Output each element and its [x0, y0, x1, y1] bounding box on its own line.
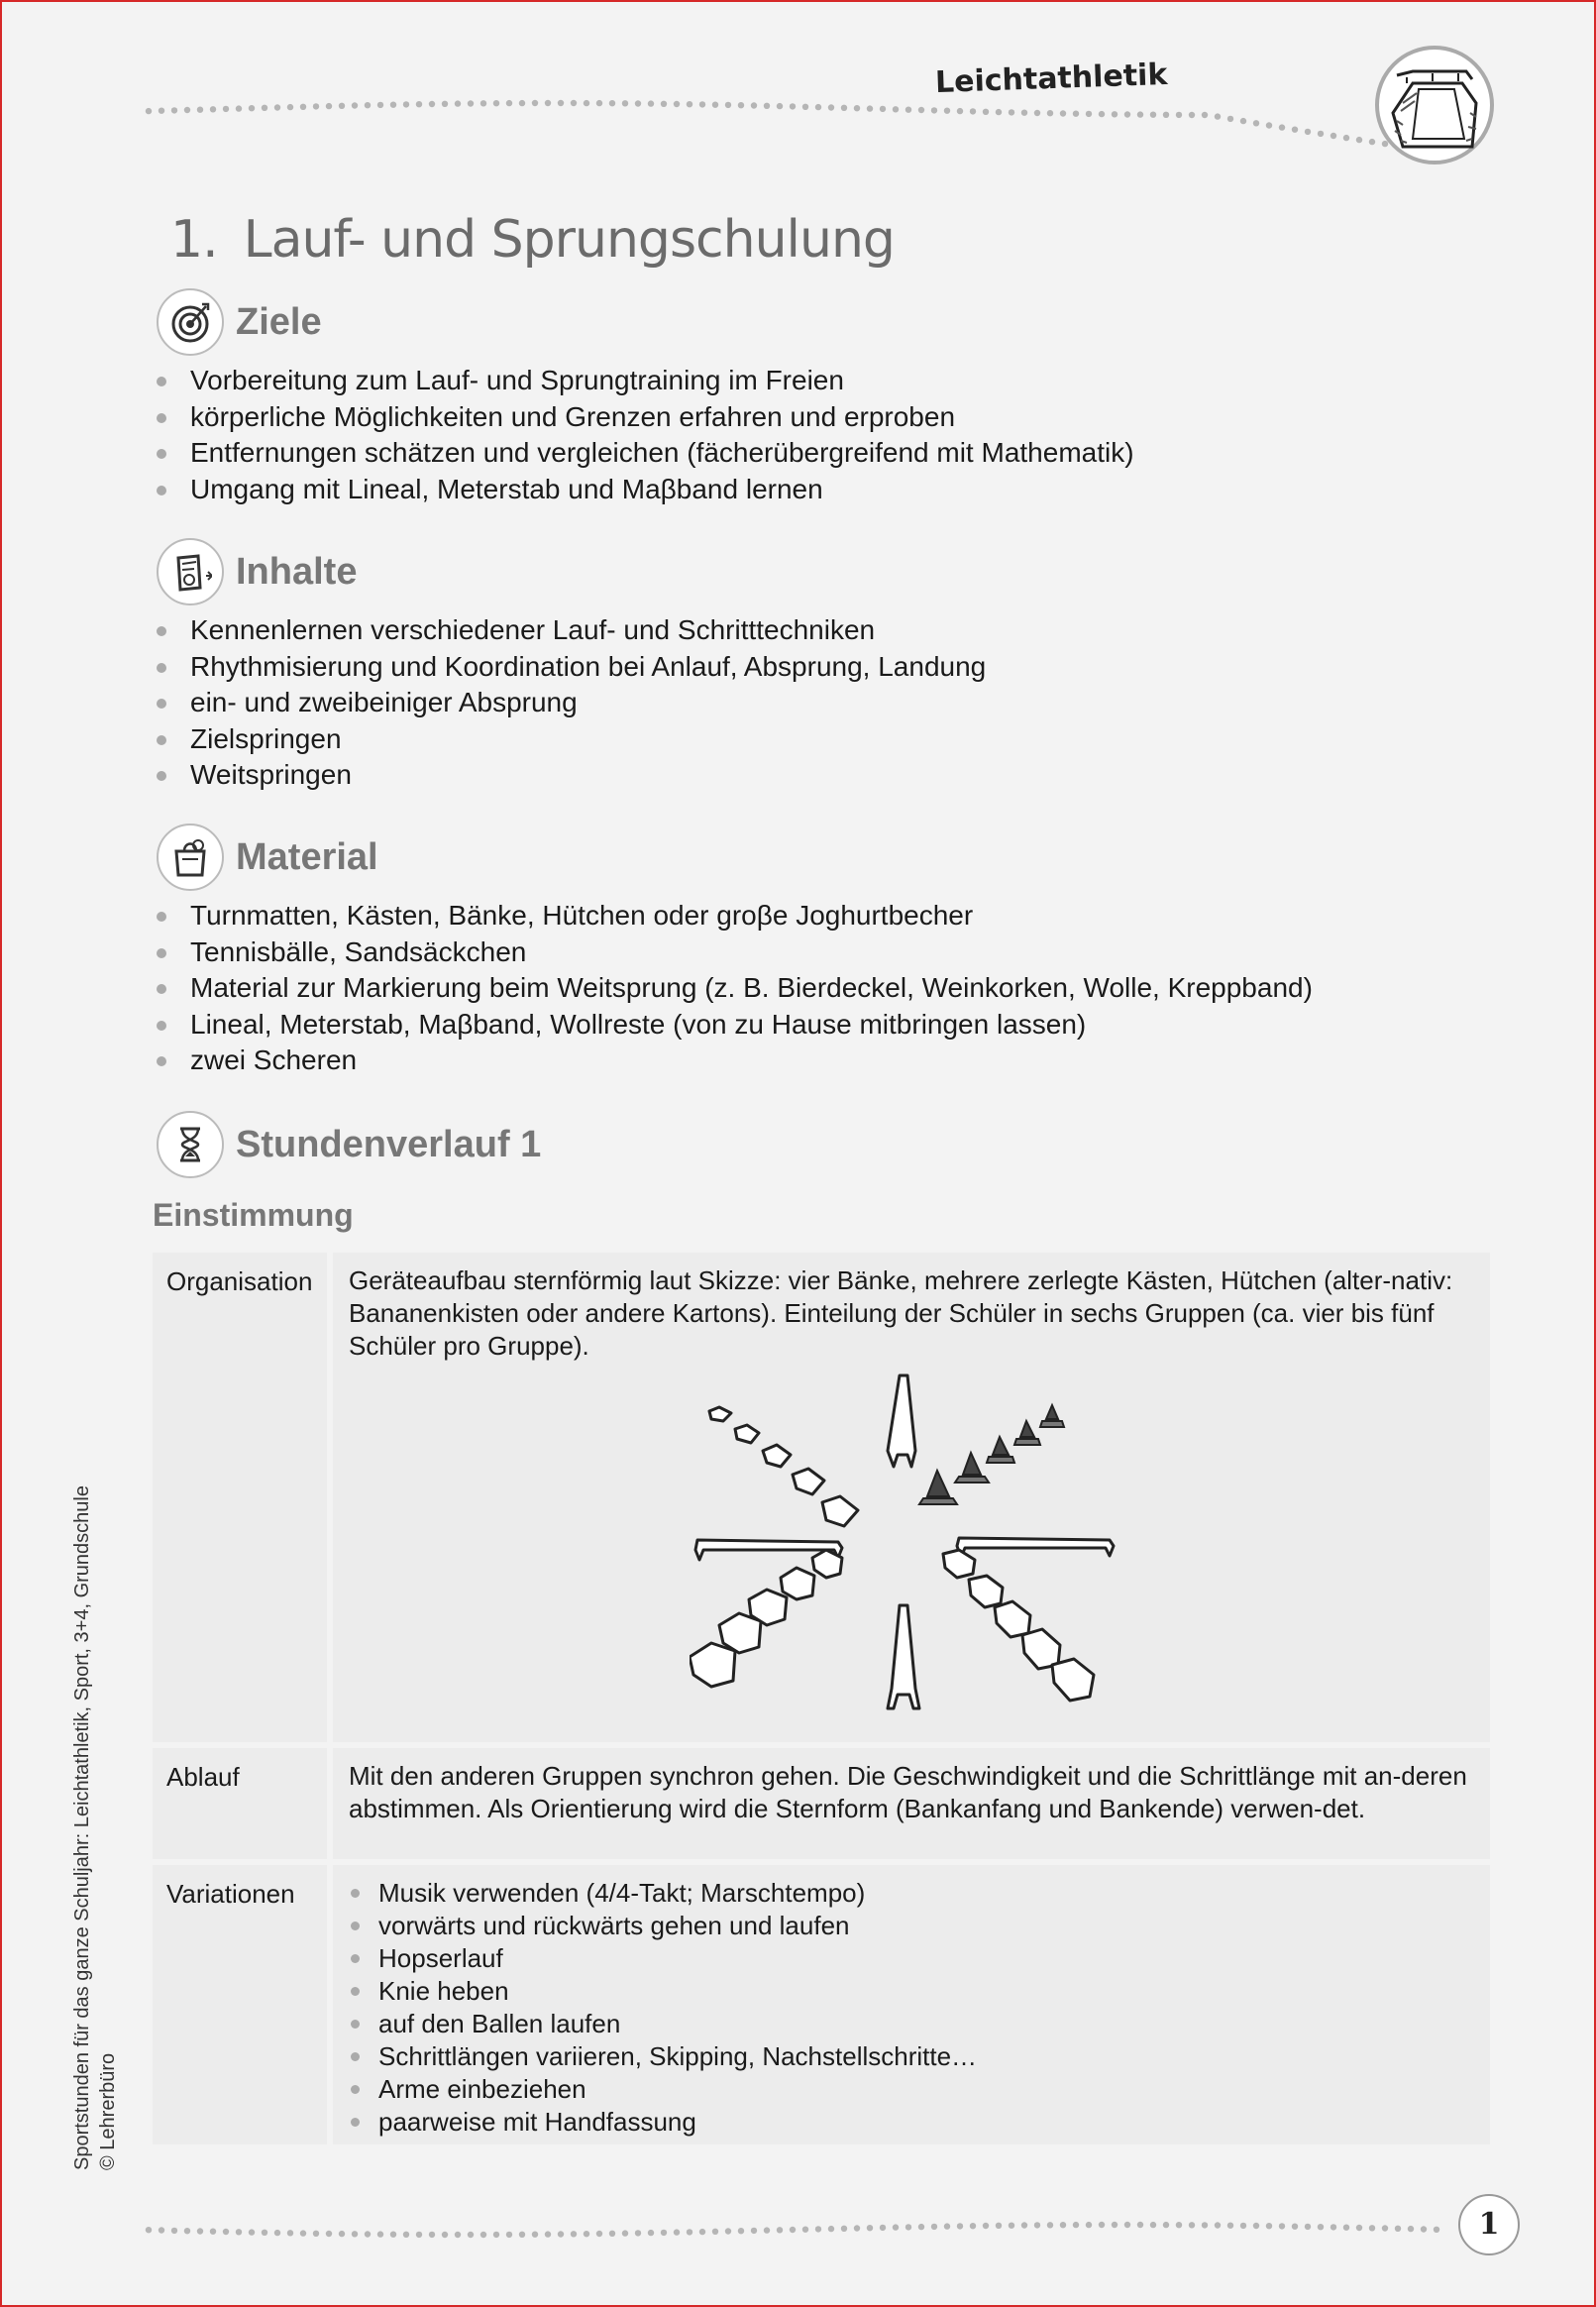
- list-item: Tennisbälle, Sandsäckchen: [157, 934, 1313, 971]
- row-content: [333, 1253, 1490, 1742]
- list-item: vorwärts und rückwärts gehen und laufen: [349, 1910, 1470, 1942]
- chapter-title-text: Lauf- und Sprungschulung: [243, 210, 895, 270]
- organisation-text: Geräteaufbau sternförmig laut Skizze: vier Bänke, mehrere zerlegte Kästen, Hütchen (alter-nativ: Bananenkisten oder andere Kartons). Einteilung der Schüler in sechs Gruppen (ca. vier bis fünf Schüler pro Gruppe).: [349, 1265, 1453, 1361]
- list-item: Musik verwenden (4/4-Takt; Marschtempo): [349, 1877, 1470, 1910]
- table-row: [153, 1865, 1490, 2144]
- row-content: [333, 1865, 1490, 2144]
- list-item: Hopserlauf: [349, 1942, 1470, 1975]
- star-setup-sketch: [690, 1372, 1125, 1736]
- list-item: Rhythmisierung und Koordination bei Anlauf, Absprung, Landung: [157, 649, 986, 686]
- list-item: auf den Ballen laufen: [349, 2008, 1470, 2040]
- list-item: Material zur Markierung beim Weitsprung (z. B. Bierdeckel, Weinkorken, Wolle, Kreppband): [157, 970, 1313, 1007]
- copyright-line: © Lehrerbüro: [97, 2052, 119, 2170]
- page-number: 1: [1458, 2194, 1520, 2255]
- list-item: Umgang mit Lineal, Meterstab und Maβband lernen: [157, 472, 1134, 508]
- list-item: Entfernungen schätzen und vergleichen (fächerübergreifend mit Mathematik): [157, 435, 1134, 472]
- dotted-header-line: [139, 79, 1407, 159]
- inhalte-list: [157, 612, 986, 794]
- ziele-list: [157, 363, 1134, 507]
- list-item: Arme einbeziehen: [349, 2073, 1470, 2106]
- running-title: Leichtathletik: [934, 56, 1168, 101]
- list-item: Lineal, Meterstab, Maβband, Wollreste (von zu Hause mitbringen lassen): [157, 1007, 1313, 1044]
- row-label: Ablauf: [153, 1748, 327, 1859]
- list-item: Schrittlängen variieren, Skipping, Nachstellschritte…: [349, 2040, 1470, 2073]
- list-item: Knie heben: [349, 1975, 1470, 2008]
- hourglass-icon: [157, 1111, 224, 1178]
- material-list: [157, 898, 1313, 1079]
- list-item: Weitspringen: [157, 757, 986, 794]
- section-title: Inhalte: [236, 550, 358, 593]
- table-row: [153, 1748, 1490, 1859]
- section-title: Material: [236, 835, 378, 878]
- row-label: Organisation: [153, 1253, 327, 1742]
- table-row: [153, 1253, 1490, 1742]
- book-icon: [157, 538, 224, 605]
- section-title: Ziele: [236, 300, 322, 343]
- row-label: Variationen: [153, 1865, 327, 2144]
- einstimmung-heading: Einstimmung: [153, 1197, 354, 1233]
- section-inhalte: [157, 537, 986, 794]
- list-item: Zielspringen: [157, 721, 986, 758]
- lesson-table: [153, 1253, 1490, 2150]
- credit-line: Sportstunden für das ganze Schuljahr: Leichtathletik, Sport, 3+4, Grundschule: [71, 1485, 93, 2170]
- long-jump-pit-icon: [1373, 44, 1496, 171]
- dotted-footer-line: [139, 2210, 1456, 2250]
- variationen-list: [349, 1877, 1470, 2139]
- section-title: Stundenverlauf 1: [236, 1123, 542, 1165]
- chapter-title: [170, 210, 895, 270]
- side-credit: [69, 1485, 121, 2170]
- list-item: Kennenlernen verschiedener Lauf- und Schritttechniken: [157, 612, 986, 649]
- row-content: Mit den anderen Gruppen synchron gehen. Die Geschwindigkeit und die Schrittlänge mit an-deren abstimmen. Als Orientierung wird die Sternform (Bankanfang und Bankende) verwen-det.: [333, 1748, 1490, 1859]
- list-item: Turnmatten, Kästen, Bänke, Hütchen oder groβe Joghurtbecher: [157, 898, 1313, 934]
- list-item: ein- und zweibeiniger Absprung: [157, 685, 986, 721]
- equipment-bag-icon: [157, 824, 224, 891]
- chapter-number: 1.: [170, 210, 218, 270]
- target-icon: [157, 288, 224, 356]
- list-item: Vorbereitung zum Lauf- und Sprungtraining im Freien: [157, 363, 1134, 399]
- list-item: zwei Scheren: [157, 1043, 1313, 1079]
- list-item: körperliche Möglichkeiten und Grenzen erfahren und erproben: [157, 399, 1134, 436]
- section-stundenverlauf: [157, 1110, 541, 1179]
- list-item: paarweise mit Handfassung: [349, 2106, 1470, 2139]
- section-ziele: [157, 287, 1134, 507]
- section-material: [157, 823, 1313, 1079]
